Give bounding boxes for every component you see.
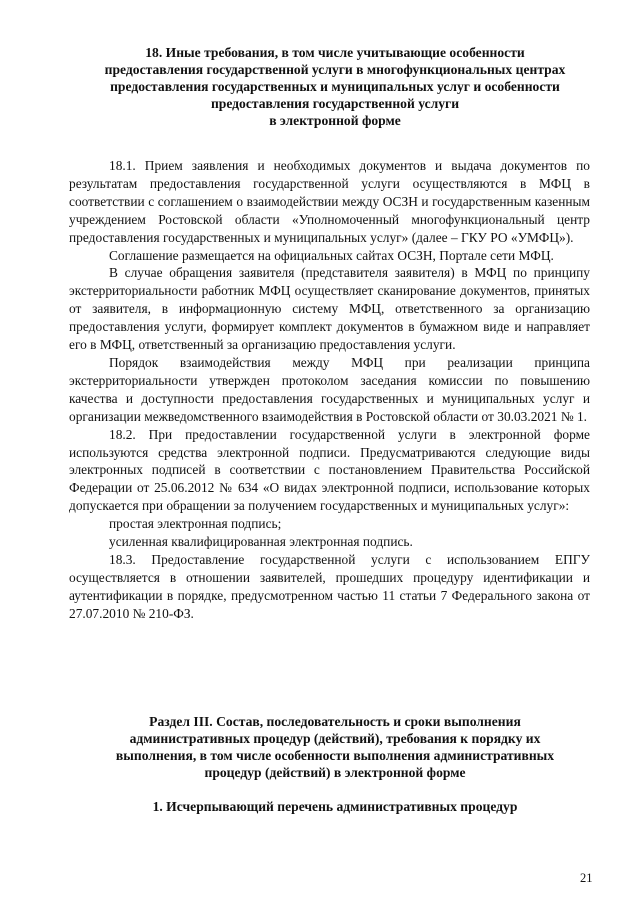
heading-line: в электронной форме: [269, 113, 401, 128]
heading-line: административных процедур (действий), требования к порядку их: [129, 731, 541, 746]
heading-line: Раздел III. Состав, последовательность и сроки выполнения: [149, 714, 521, 729]
section-3-heading: [80, 713, 590, 781]
paragraph-agreement: Соглашение размещается на официальных сайтах ОСЗН, Портале сети МФЦ.: [109, 247, 554, 263]
paragraph-18-2: 18.2. При предоставлении государственной услуги в электронной форме используются средства электронной подписи. Предусматриваются следующие виды электронных подписей в соответствии с постановлением Правительства Российской Федерации от 25.06.2012 № 634 «О видах электронной подписи, использование которых допускается при обращении за получением государственных и муниципальных услуг»:: [69, 426, 590, 514]
paragraph-18-3: 18.3. Предоставление государственной услуги с использованием ЕПГУ осуществляется в отношении заявителей, прошедших процедуру идентификации и аутентификации в порядке, предусмотренном частью 11 статьи 7 Федерального закона от 27.07.2010 № 210-ФЗ.: [69, 551, 590, 621]
paragraph-18-1: 18.1. Прием заявления и необходимых документов и выдача документов по результатам предоставления государственной услуги осуществляются в МФЦ в соответствии с соглашением о взаимодействии между ОСЗН и государственным казенным учреждением Ростовской области «Уполномоченный многофункциональный центр предоставления государственных и муниципальных услуг» (далее – ГКУ РО «УМФЦ»).: [69, 158, 590, 245]
heading-line: 1. Исчерпывающий перечень административных процедур: [152, 799, 518, 814]
subsection-1-heading: [80, 798, 590, 815]
section-18-body: [69, 157, 590, 623]
list-item-qualified-signature: усиленная квалифицированная электронная подпись.: [109, 534, 413, 550]
section-18-heading: [80, 44, 590, 129]
paragraph-interaction-order: Порядок взаимодействия между МФЦ при реализации принципа экстерриториальности утвержден протоколом заседания комиссии по повышению качества и доступности предоставления государственных и муниципальных услуг и организации межведомственного взаимодействия в Ростовской области от 30.03.2021 № 1.: [69, 354, 590, 424]
heading-line: процедур (действий) в электронной форме: [204, 765, 466, 780]
heading-line: предоставления государственной услуги в многофункциональных центрах: [104, 62, 566, 77]
heading-line: 18. Иные требования, в том числе учитывающие особенности: [145, 45, 525, 60]
paragraph-extraterritorial: В случае обращения заявителя (представителя заявителя) в МФЦ по принципу экстерриториальности работник МФЦ осуществляет сканирование документов, принятых от заявителя, в информационную систему МФЦ, ответственного за организацию предоставления услуги, формирует комплект документов в бумажном виде и направляет его в МФЦ, ответственный за организацию предоставления услуги.: [69, 265, 590, 353]
list-item-simple-signature: простая электронная подпись;: [109, 516, 282, 532]
heading-line: выполнения, в том числе особенности выполнения административных: [115, 748, 555, 763]
heading-line: предоставления государственных и муниципальных услуг и особенности: [110, 79, 560, 94]
page-number: 21: [580, 871, 593, 885]
heading-line: предоставления государственной услуги: [210, 96, 460, 111]
